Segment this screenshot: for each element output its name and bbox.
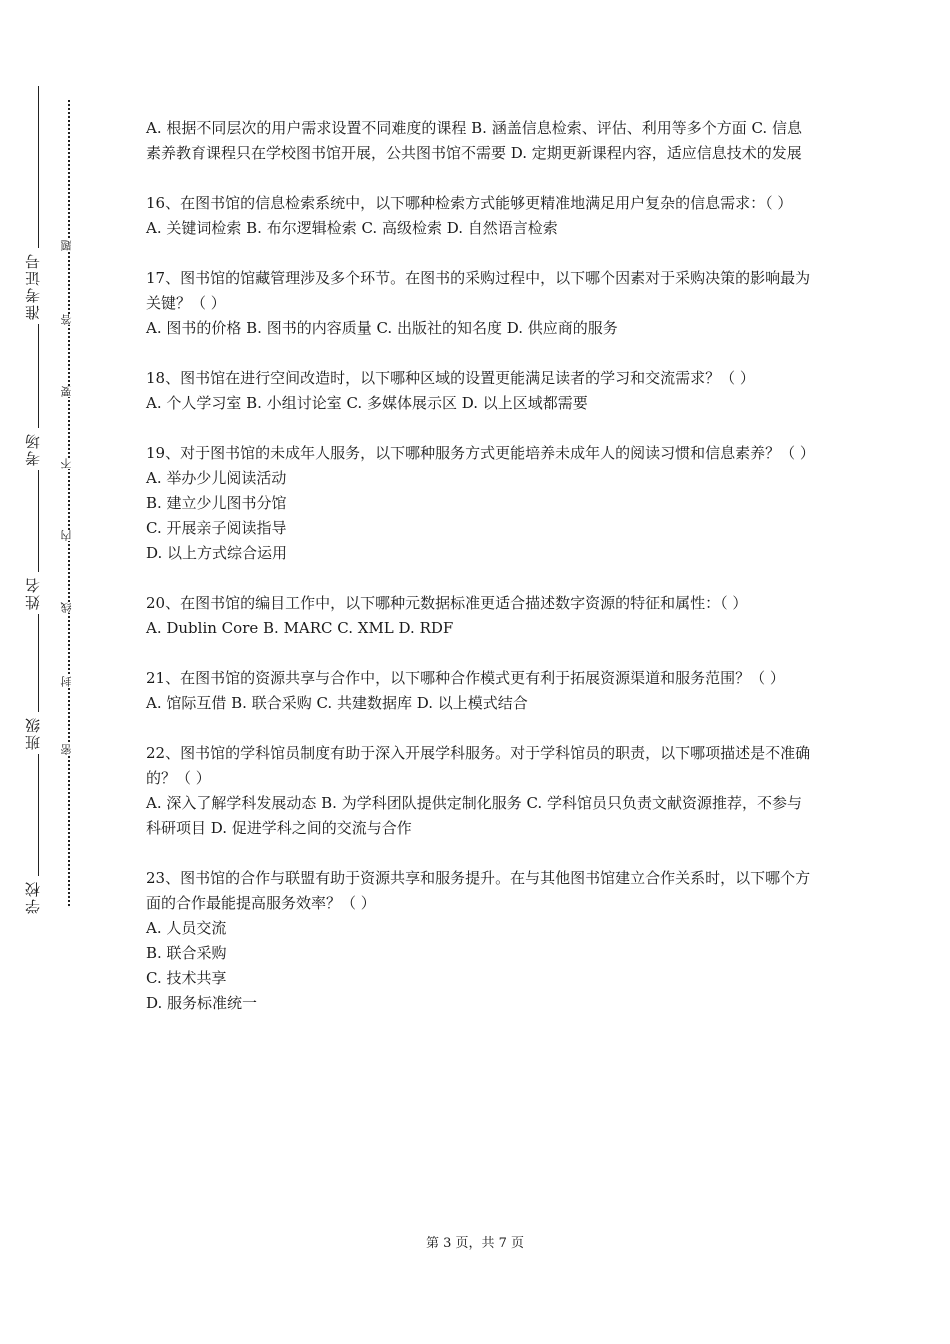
question-stem: 20、在图书馆的编目工作中，以下哪种元数据标准更适合描述数字资源的特征和属性：（ ）: [146, 594, 748, 612]
seal-char: 内: [60, 530, 78, 541]
name-label: 姓名: [22, 572, 54, 614]
question-options: A. 关键词检索 B. 布尔逻辑检索 C. 高级检索 D. 自然语言检索: [146, 219, 558, 237]
question-options: A. Dublin Core B. MARC C. XML D. RDF: [146, 619, 454, 637]
seal-dotted-line: [68, 100, 70, 906]
question-21: [146, 666, 812, 716]
exam-number-label: 准考证号: [22, 248, 54, 324]
option-b: B. 建立少儿图书分馆: [146, 494, 287, 512]
question-15-continued: [146, 116, 812, 166]
question-options: A. 个人学习室 B. 小组讨论室 C. 多媒体展示区 D. 以上区域都需要: [146, 394, 588, 412]
question-16: [146, 191, 812, 241]
question-list: [146, 116, 815, 1041]
option-c: C. 开展亲子阅读指导: [146, 519, 287, 537]
question-stem: 16、在图书馆的信息检索系统中，以下哪种检索方式能够更精准地满足用户复杂的信息需求：（ ）: [146, 194, 793, 212]
question-options: A. 图书的价格 B. 图书的内容质量 C. 出版社的知名度 D. 供应商的服务: [146, 319, 618, 337]
question-22: [146, 741, 812, 841]
seal-char: 线: [60, 602, 78, 613]
question-stem: 23、图书馆的合作与联盟有助于资源共享和服务提升。在与其他图书馆建立合作关系时，以下哪个方面的合作最能提高服务效率？（ ）: [146, 869, 811, 912]
option-b: B. 联合采购: [146, 944, 227, 962]
question-stem: 17、图书馆的馆藏管理涉及多个环节。在图书的采购过程中，以下哪个因素对于采购决策的影响最为关键？（ ）: [146, 269, 811, 312]
seal-char: 要: [60, 386, 78, 397]
school-label: 学校: [22, 876, 54, 918]
seal-char: 题: [60, 240, 78, 251]
seal-char: 密: [60, 744, 78, 755]
question-options: A. 馆际互借 B. 联合采购 C. 共建数据库 D. 以上模式结合: [146, 694, 528, 712]
question-17: [146, 266, 812, 341]
question-stem: 22、图书馆的学科馆员制度有助于深入开展学科服务。对于学科馆员的职责，以下哪项描述是不准确的？（ ）: [146, 744, 811, 787]
option-d: D. 服务标准统一: [146, 994, 258, 1012]
seal-char: 答: [60, 314, 78, 325]
option-c: C. 技术共享: [146, 969, 227, 987]
option-a: A. 人员交流: [146, 919, 227, 937]
question-18: [146, 366, 812, 416]
seal-char: 封: [60, 676, 78, 687]
question-stem: 19、对于图书馆的未成年人服务，以下哪种服务方式更能培养未成年人的阅读习惯和信息素养？（ ）: [146, 444, 815, 462]
option-d: D. 以上方式综合运用: [146, 544, 288, 562]
seal-char: 不: [60, 458, 78, 469]
question-stem: 18、图书馆在进行空间改造时，以下哪种区域的设置更能满足读者的学习和交流需求？（ ）: [146, 369, 755, 387]
question-options: A. 根据不同层次的用户需求设置不同难度的课程 B. 涵盖信息检索、评估、利用等多个方面 C. 信息素养教育课程只在学校图书馆开展，公共图书馆不需要 D. 定期更新课程内容，适应信息技术的发展: [146, 119, 802, 162]
question-19: [146, 441, 815, 566]
option-a: A. 举办少儿阅读活动: [146, 469, 287, 487]
question-stem: 21、在图书馆的资源共享与合作中，以下哪种合作模式更有利于拓展资源渠道和服务范围？（ ）: [146, 669, 785, 687]
question-23: [146, 866, 812, 1016]
question-options: A. 深入了解学科发展动态 B. 为学科团队提供定制化服务 C. 学科馆员只负责文献资源推荐，不参与科研项目 D. 促进学科之间的交流与合作: [146, 794, 802, 837]
binding-solid-line: [38, 86, 39, 916]
binding-margin: [0, 0, 100, 1344]
exam-room-label: 考场: [22, 428, 54, 470]
page-number: 第 3 页，共 7 页: [425, 1236, 525, 1251]
class-label: 班级: [22, 712, 54, 754]
question-20: [146, 591, 812, 641]
